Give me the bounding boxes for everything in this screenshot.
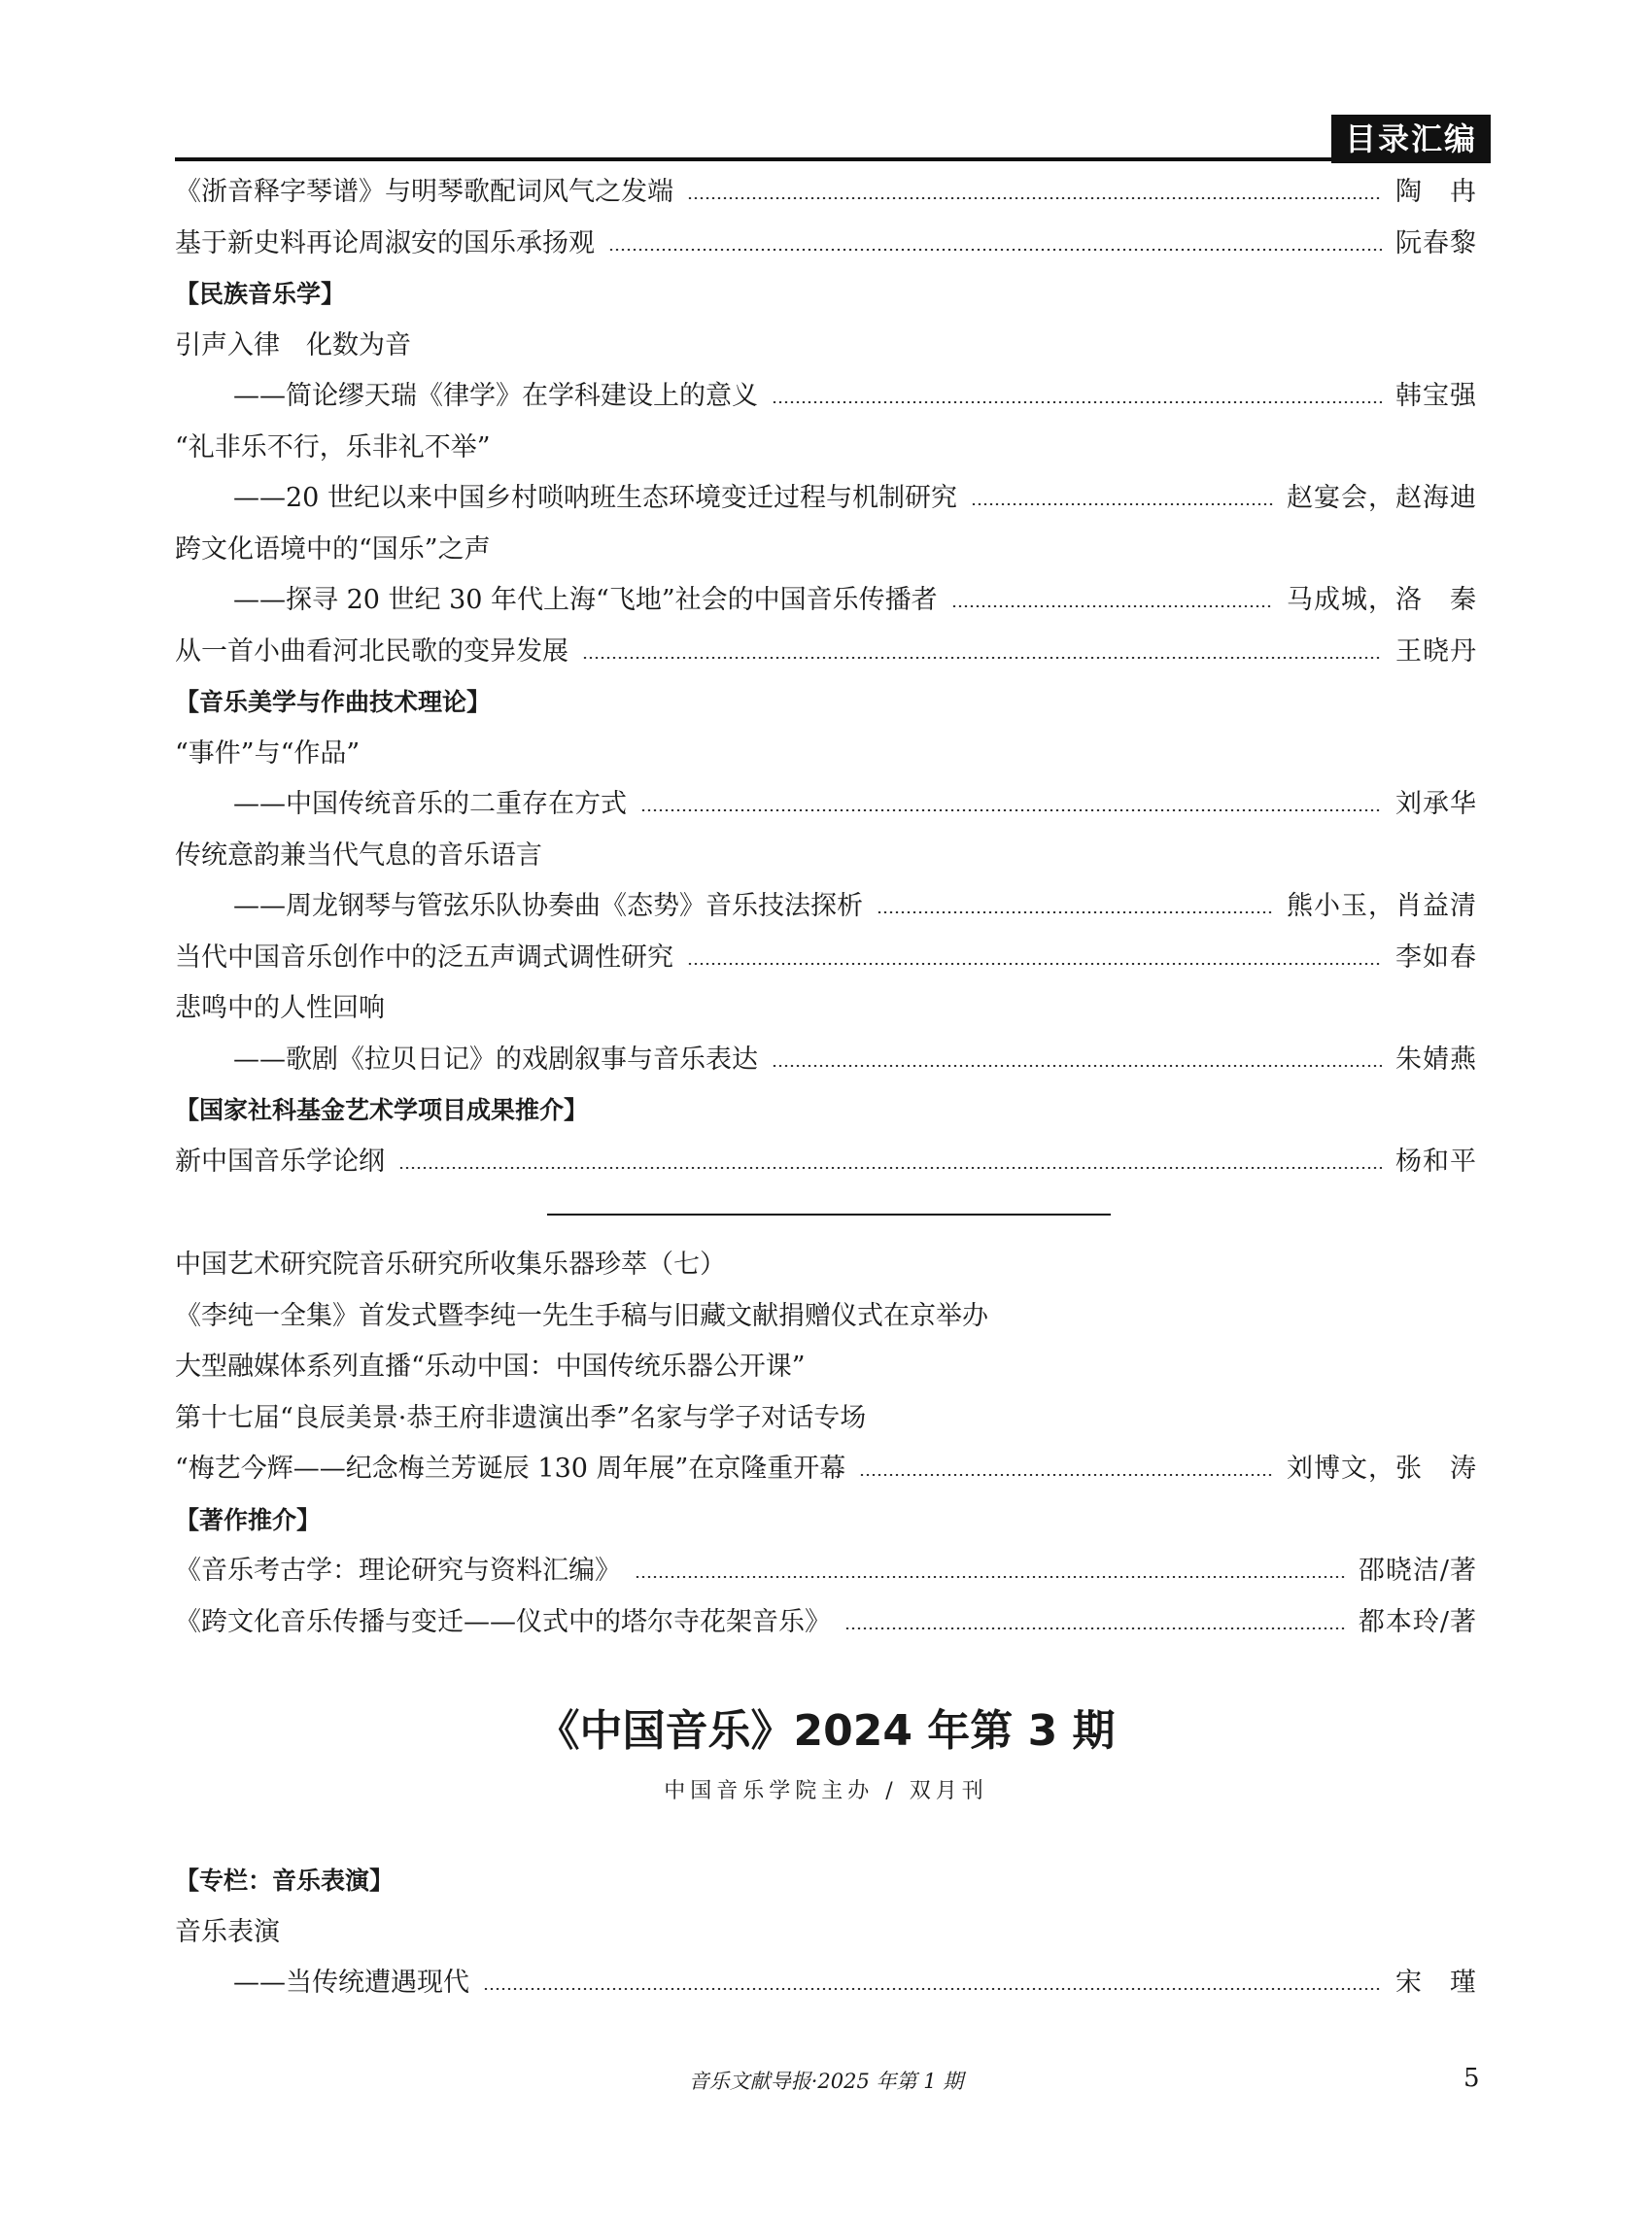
entry-author: 阮春黎 <box>1395 227 1477 258</box>
entry-title: “梅艺今辉——纪念梅兰芳诞辰 130 周年展”在京隆重开幕 <box>175 1454 846 1484</box>
entry-title: ——20 世纪以来中国乡村唢呐班生态环境变迁过程与机制研究 <box>233 483 957 513</box>
issue-subtitle: 中国音乐学院主办 / 双月刊 <box>664 1779 988 1803</box>
toc-entry <box>175 1444 1477 1495</box>
entry-title: ——周龙钢琴与管弦乐队协奏曲《态势》音乐技法探析 <box>233 891 863 921</box>
section-heading: 【专栏：音乐表演】 <box>175 1867 395 1895</box>
toc-subtitle-entry <box>175 473 1477 525</box>
entry-author: 杨和平 <box>1395 1146 1477 1177</box>
toc-entry <box>175 1597 1477 1649</box>
toc-title: 跨文化语境中的“国乐”之声 <box>175 533 491 565</box>
entry-title: ——当传统遭遇现代 <box>233 1968 469 1998</box>
section-badge: 目录汇编 <box>1331 115 1491 163</box>
dot-leader <box>687 197 1382 199</box>
dot-leader <box>687 963 1382 965</box>
section-heading: 【民族音乐学】 <box>175 280 346 308</box>
entry-author: 韩宝强 <box>1395 381 1477 411</box>
dot-leader <box>877 911 1273 913</box>
toc-subtitle-entry <box>175 371 1477 423</box>
dot-leader <box>772 1065 1382 1067</box>
toc-subtitle-entry <box>175 1035 1477 1086</box>
toc-block-2 <box>175 1240 1477 1648</box>
entry-title: ——简论缪天瑞《律学》在学科建设上的意义 <box>233 381 758 411</box>
toc-entry <box>175 1137 1477 1188</box>
dot-leader <box>483 1988 1382 1990</box>
section-heading: 【著作推介】 <box>175 1505 322 1534</box>
section-divider <box>547 1214 1111 1216</box>
footer-journal: 音乐文献导报·2025 年第 1 期 <box>688 2070 964 2093</box>
header-rule <box>175 157 1477 161</box>
toc-title: 《李纯一全集》首发式暨李纯一先生手稿与旧藏文献捐赠仪式在京举办 <box>175 1300 988 1331</box>
section-heading: 【音乐美学与作曲技术理论】 <box>175 688 492 716</box>
toc-title: “礼非乐不行，乐非礼不举” <box>175 431 491 463</box>
entry-title: ——探寻 20 世纪 30 年代上海“飞地”社会的中国音乐传播者 <box>233 585 938 615</box>
entry-author: 陶 冉 <box>1395 177 1477 207</box>
entry-author: 宋 瑾 <box>1395 1968 1477 1998</box>
toc-title: “事件”与“作品” <box>175 737 361 769</box>
toc-entry <box>175 219 1477 270</box>
issue-title: 《中国音乐》2024 年第 3 期 <box>536 1706 1116 1756</box>
toc-title: 第十七届“良辰美景·恭王府非遗演出季”名家与学子对话专场 <box>175 1402 867 1433</box>
toc-title: 引声入律 化数为音 <box>175 329 411 360</box>
dot-leader <box>635 1576 1345 1578</box>
dot-leader <box>951 605 1273 607</box>
section-heading: 【国家社科基金艺术学项目成果推介】 <box>175 1096 589 1124</box>
toc-entry <box>175 627 1477 678</box>
dot-leader <box>398 1167 1382 1169</box>
dot-leader <box>971 503 1273 505</box>
entry-title: 当代中国音乐创作中的泛五声调式调性研究 <box>175 942 673 973</box>
toc-title: 音乐表演 <box>175 1916 280 1947</box>
dot-leader <box>844 1627 1345 1629</box>
toc-entry <box>175 167 1477 219</box>
entry-author: 朱婧燕 <box>1395 1044 1477 1075</box>
dot-leader <box>582 657 1382 659</box>
toc-subtitle-entry <box>175 1958 1477 2009</box>
entry-title: 基于新史料再论周淑安的国乐承扬观 <box>175 227 595 258</box>
entry-title: 新中国音乐学论纲 <box>175 1146 385 1177</box>
dot-leader <box>772 401 1382 403</box>
toc-entry <box>175 933 1477 984</box>
dot-leader <box>608 249 1382 251</box>
entry-author: 王晓丹 <box>1395 635 1477 667</box>
toc-title: 悲鸣中的人性回响 <box>175 993 385 1023</box>
entry-title: 《浙音释字琴谱》与明琴歌配词风气之发端 <box>175 177 673 207</box>
entry-author: 刘博文，张 涛 <box>1287 1454 1477 1484</box>
entry-author: 邵晓洁/著 <box>1358 1556 1477 1586</box>
entry-author: 赵宴会，赵海迪 <box>1287 483 1477 513</box>
entry-title: ——中国传统音乐的二重存在方式 <box>233 789 627 819</box>
dot-leader <box>640 809 1382 811</box>
toc-subtitle-entry <box>175 779 1477 831</box>
toc-block-3 <box>175 1856 1477 2009</box>
entry-title: 从一首小曲看河北民歌的变异发展 <box>175 635 568 667</box>
toc-subtitle-entry <box>175 575 1477 627</box>
toc-title: 传统意韵兼当代气息的音乐语言 <box>175 839 542 871</box>
toc-block-1 <box>175 167 1477 1187</box>
dot-leader <box>859 1474 1273 1476</box>
toc-entry <box>175 1546 1477 1597</box>
toc-title: 中国艺术研究院音乐研究所收集乐器珍萃（七） <box>175 1250 726 1280</box>
entry-title: ——歌剧《拉贝日记》的戏剧叙事与音乐表达 <box>233 1044 758 1075</box>
toc-title: 大型融媒体系列直播“乐动中国：中国传统乐器公开课” <box>175 1352 806 1382</box>
entry-author: 马成城，洛 秦 <box>1287 585 1477 615</box>
entry-title: 《音乐考古学：理论研究与资料汇编》 <box>175 1556 621 1586</box>
page-number: 5 <box>1463 2064 1480 2093</box>
entry-author: 都本玲/著 <box>1358 1606 1477 1637</box>
entry-author: 刘承华 <box>1395 789 1477 819</box>
entry-title: 《跨文化音乐传播与变迁——仪式中的塔尔寺花架音乐》 <box>175 1606 831 1637</box>
entry-author: 熊小玉，肖益清 <box>1287 891 1477 921</box>
toc-subtitle-entry <box>175 881 1477 933</box>
entry-author: 李如春 <box>1395 942 1477 973</box>
